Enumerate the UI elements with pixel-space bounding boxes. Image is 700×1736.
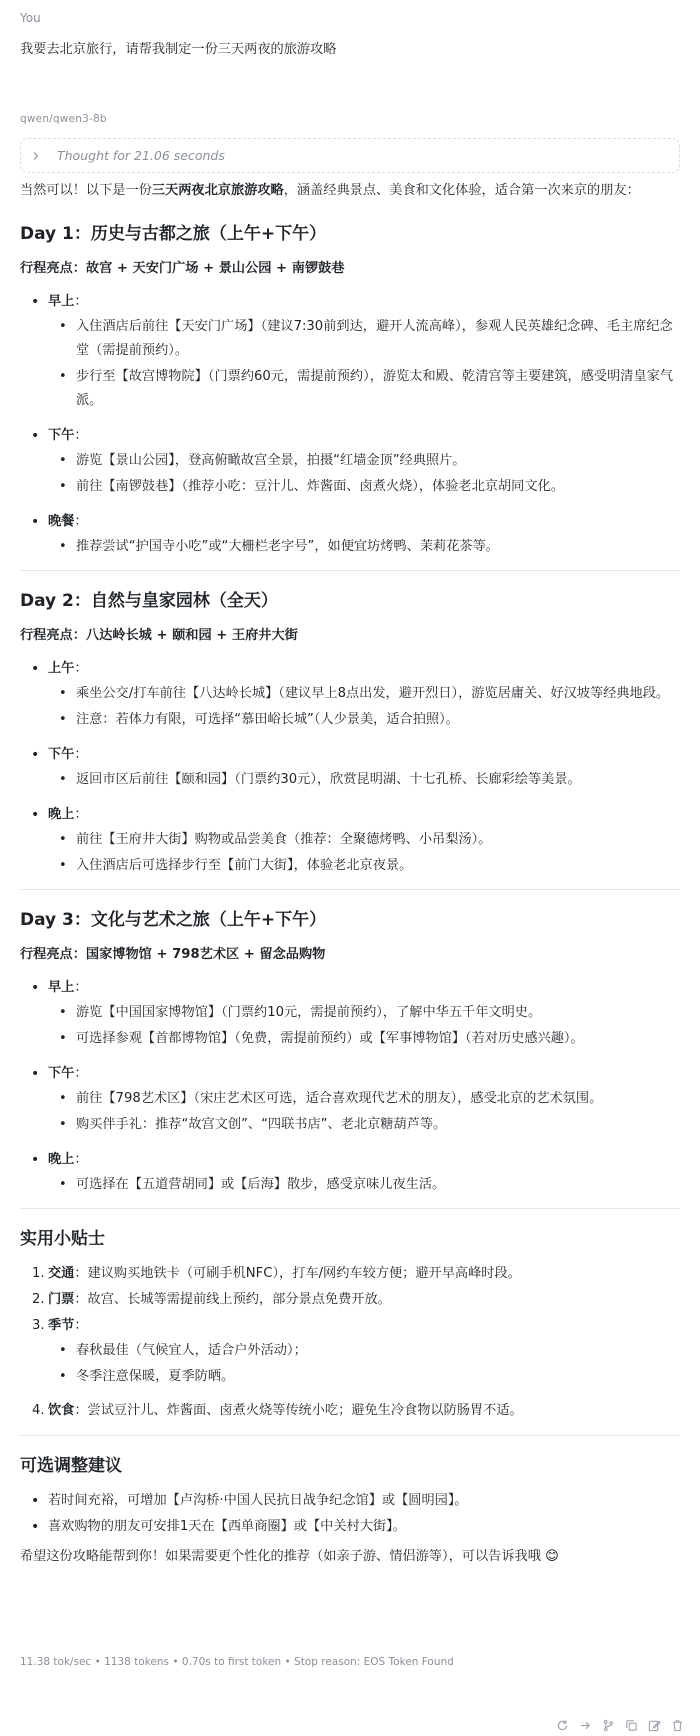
day-heading: Day 3：文化与艺术之旅（上午+下午） [20,910,327,930]
period-name: 晚上 [48,1152,75,1167]
period-item [20,1062,680,1137]
assistant-response [20,179,680,1569]
period-colon: ： [74,428,88,443]
adjust-item: • 喜欢购物的朋友可安排1天在【西单商圈】或【中关村大街】。 [20,1515,680,1539]
period-name: 早上 [48,294,75,309]
activity-item: • 入住酒店后前往【天安门广场】（建议7:30前到达，避开人流高峰），参观人民英雄纪念碑、毛主席纪念堂（需提前预约）。 [48,315,680,363]
section-divider [20,570,680,571]
adjust-heading: 可选调整建议 [20,1456,122,1476]
activity-item: • 步行至【故宫博物院】（门票约60元，需提前预约），游览太和殿、乾清宫等主要建筑，感受明清皇家气派。 [48,365,680,413]
copy-icon[interactable] [624,1718,638,1732]
activity-item: • 入住酒店后可选择步行至【前门大街】，体验老北京夜景。 [48,854,680,878]
delete-icon[interactable] [670,1718,684,1732]
period-list [20,657,680,878]
tip-item [20,1399,680,1423]
edit-icon[interactable] [647,1718,661,1732]
tip-label: 季节 [48,1318,75,1333]
activity-item: • 购买伴手礼：推荐“故宫文创”、“四联书店”、老北京糖葫芦等。 [48,1113,680,1137]
regenerate-icon[interactable] [555,1718,569,1732]
tip-text: ：建议购买地铁卡（可刷手机NFC），打车/网约车较方便；避开早高峰时段。 [74,1266,521,1281]
tips-list [20,1262,680,1423]
tip-number: 2. [32,1292,45,1307]
activity-item: • 前往【王府井大街】购物或品尝美食（推荐：全聚德烤鸭、小吊梨汤）。 [48,828,680,852]
period-list [20,976,680,1197]
generation-stats: 11.38 tok/sec • 1138 tokens • 0.70s to first token • Stop reason: EOS Token Found [20,1656,454,1668]
period-colon: ： [74,1066,88,1081]
period-item [20,1148,680,1197]
tip-label: 饮食 [48,1403,75,1418]
user-sender-label: You [20,11,41,25]
period-item [20,290,680,413]
activity-item: • 推荐尝试“护国寺小吃”或“大栅栏老字号”，如便宜坊烤鸭、茉莉花茶等。 [48,535,680,559]
tip-item [20,1262,680,1286]
period-name: 下午 [48,747,75,762]
activity-list [48,449,680,499]
period-item [20,743,680,792]
tip-number: 1. [32,1266,45,1281]
activity-list [48,1001,680,1051]
intro-text-post: ，涵盖经典景点、美食和文化体验，适合第一次来京的朋友： [283,183,640,198]
activity-list [48,828,680,878]
adjust-list [20,1489,680,1539]
activity-item: • 可选择参观【首都博物馆】（免费，需提前预约）或【军事博物馆】（若对历史感兴趣）。 [48,1027,680,1051]
response-intro [20,179,680,203]
period-colon: ： [74,747,88,762]
thought-toggle[interactable] [20,138,680,173]
tips-heading: 实用小贴士 [20,1229,105,1249]
period-colon: ： [74,1152,88,1167]
period-item [20,976,680,1051]
tip-label: 门票 [48,1292,75,1307]
intro-text-pre: 当然可以！以下是一份 [20,183,152,198]
model-name-label: qwen/qwen3-8b [20,113,107,125]
tip-sub-item: • 冬季注意保暖，夏季防晒。 [48,1365,680,1389]
tip-text: ： [74,1318,88,1333]
period-item [20,424,680,499]
adjust-item: • 若时间充裕，可增加【卢沟桥·中国人民抗日战争纪念馆】或【圆明园】。 [20,1489,680,1513]
section-divider [20,1435,680,1436]
day-highlight: 行程亮点：故宫 + 天安门广场 + 景山公园 + 南锣鼓巷 [20,261,345,276]
period-item [20,803,680,878]
section-divider [20,889,680,890]
activity-list [48,315,680,413]
activity-item: • 返回市区后前往【颐和园】（门票约30元），欣赏昆明湖、十七孔桥、长廊彩绘等美景。 [48,768,680,792]
day-highlight: 行程亮点：国家博物馆 + 798艺术区 + 留念品购物 [20,947,326,962]
tip-text: ：尝试豆汁儿、炸酱面、卤煮火烧等传统小吃；避免生冷食物以防肠胃不适。 [74,1403,523,1418]
period-list [20,290,680,559]
day-heading: Day 1：历史与古都之旅（上午+下午） [20,224,327,244]
tip-sub-list [48,1339,680,1389]
period-colon: ： [74,661,88,676]
day-heading: Day 2：自然与皇家园林（全天） [20,591,278,611]
activity-item: • 前往【798艺术区】（宋庄艺术区可选，适合喜欢现代艺术的朋友），感受北京的艺术氛围。 [48,1087,680,1111]
period-name: 下午 [48,428,75,443]
activity-item: • 游览【中国国家博物馆】（门票约10元，需提前预约），了解中华五千年文明史。 [48,1001,680,1025]
period-item [20,657,680,732]
period-colon: ： [74,294,88,309]
tip-text: ：故宫、长城等需提前线上预约，部分景点免费开放。 [74,1292,391,1307]
intro-text-bold: 三天两夜北京旅游攻略 [151,183,284,198]
days-section [20,220,680,1209]
activity-list [48,1087,680,1137]
activity-list [48,535,680,559]
period-item [20,510,680,559]
tip-number: 3. [32,1318,45,1333]
continue-icon[interactable] [578,1718,592,1732]
period-colon: ： [74,514,88,529]
day-highlight: 行程亮点：八达岭长城 + 颐和园 + 王府井大街 [20,628,298,643]
tip-sub-item: • 春秋最佳（气候宜人，适合户外活动）； [48,1339,680,1363]
activity-list [48,1173,680,1197]
period-name: 上午 [48,661,75,676]
period-name: 晚上 [48,807,75,822]
closing-text: 希望这份攻略能帮到你！如果需要更个性化的推荐（如亲子游、情侣游等），可以告诉我哦 😊 [20,1549,559,1564]
message-actions [555,1718,684,1732]
period-name: 晚餐 [48,514,75,529]
branch-icon[interactable] [601,1718,615,1732]
activity-item: • 注意：若体力有限，可选择“慕田峪长城”（人少景美，适合拍照）。 [48,708,680,732]
activity-list [48,768,680,792]
tip-item [20,1288,680,1312]
period-colon: ： [74,807,88,822]
period-colon: ： [74,980,88,995]
section-divider [20,1208,680,1209]
activity-item: • 可选择在【五道营胡同】或【后海】散步，感受京味儿夜生活。 [48,1173,680,1197]
user-message: 我要去北京旅行，请帮我制定一份三天两夜的旅游攻略 [20,42,337,57]
chevron-right-icon [31,151,49,161]
period-name: 下午 [48,1066,75,1081]
activity-item: • 乘坐公交/打车前往【八达岭长城】（建议早上8点出发，避开烈日），游览居庸关、好汉坡等经典地段。 [48,682,680,706]
activity-list [48,682,680,732]
activity-item: • 前往【南锣鼓巷】（推荐小吃：豆汁儿、炸酱面、卤煮火烧），体验老北京胡同文化。 [48,475,680,499]
tip-label: 交通 [48,1266,75,1281]
activity-item: • 游览【景山公园】，登高俯瞰故宫全景，拍摄“红墙金顶”经典照片。 [48,449,680,473]
tip-number: 4. [32,1403,45,1418]
period-name: 早上 [48,980,75,995]
thought-duration-label: Thought for 21.06 seconds [57,147,225,163]
tip-item [20,1314,680,1389]
